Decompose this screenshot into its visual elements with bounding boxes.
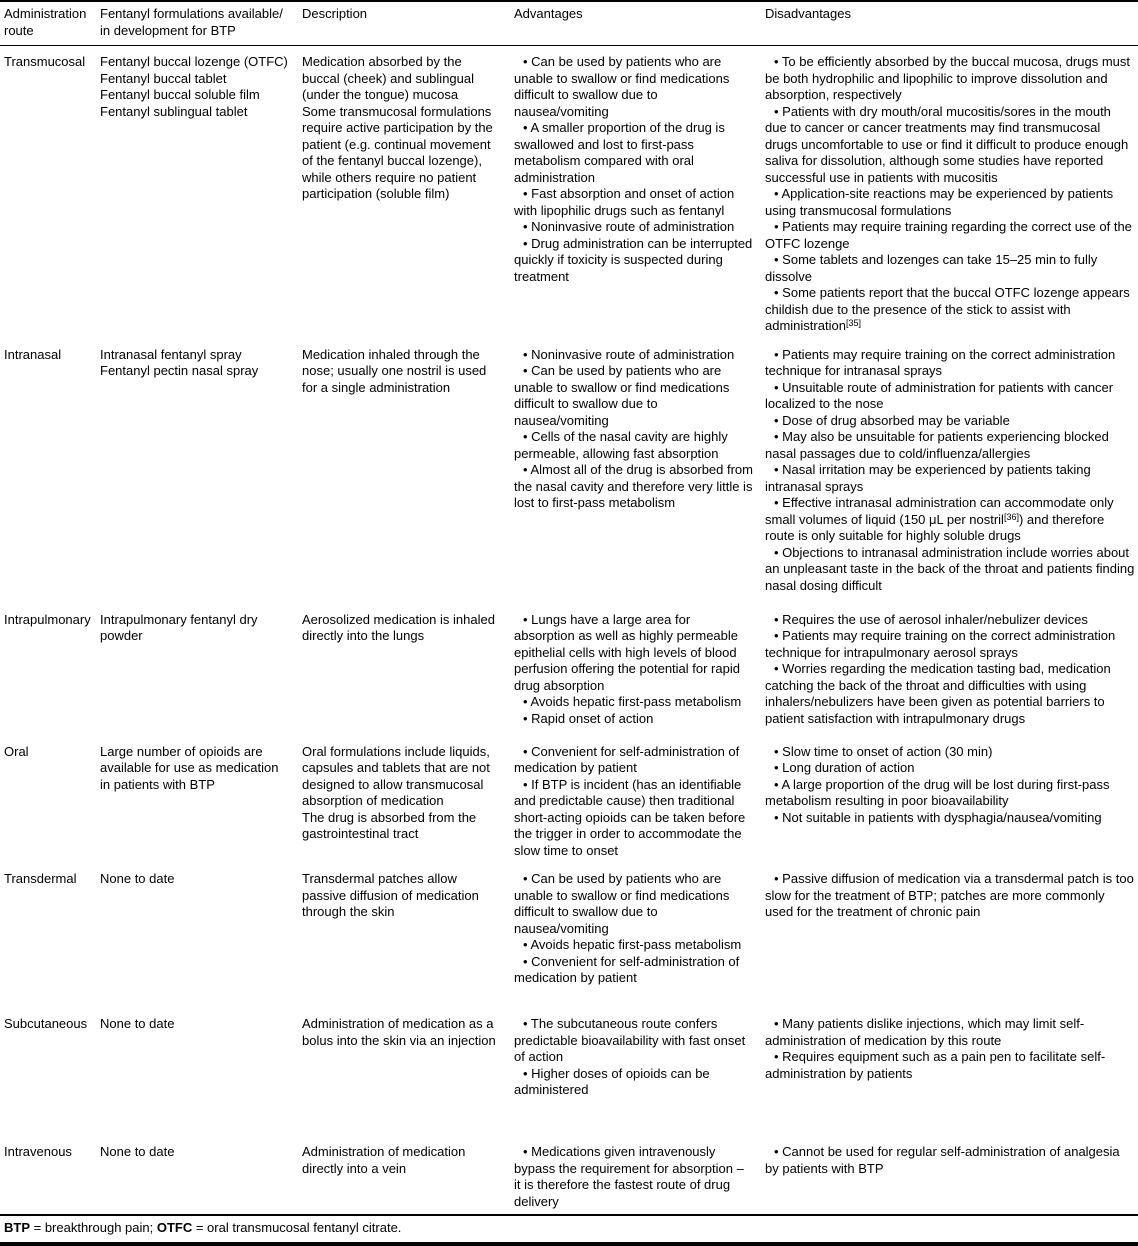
formulation-item: Fentanyl buccal lozenge (OTFC) <box>100 54 288 69</box>
bullet-item: • Avoids hepatic first-pass metabolism <box>523 937 742 952</box>
route-label: Oral <box>4 743 29 759</box>
advantages-cell <box>514 1136 765 1215</box>
formulation-item: Fentanyl pectin nasal spray <box>100 363 259 378</box>
bullet-item: • Patients with dry mouth/oral mucositis/sores in the mouth due to cancer or cancer treatments may find transmucosal drugs uncomfortable to use or find it difficult to produce enough saliva for dissolution, although some studies have reported successful use in patients with mucositis <box>765 103 1129 185</box>
disadvantages-cell <box>765 339 1138 604</box>
description-paragraph: Administration of medication as a bolus into the skin via an injection <box>302 1016 496 1048</box>
bullet-item: • Can be used by patients who are unable to swallow or find medications difficult to swallow due to nausea/vomiting <box>514 871 730 936</box>
description-paragraph: Administration of medication directly into a vein <box>302 1144 466 1176</box>
formulation-item: Intrapulmonary fentanyl dry powder <box>100 611 258 643</box>
bullet-item: • Patients may require training on the correct administration technique for intrapulmonary aerosol sprays <box>765 628 1116 660</box>
bullet-item: • Some patients report that the buccal OTFC lozenge appears childish due to the presence of the stick to assist with administration[35] <box>765 285 1130 333</box>
bullet-item: • Lungs have a large area for absorption as well as highly permeable epithelial cells with high levels of blood perfusion offering the potential for rapid drug absorption <box>514 611 740 693</box>
bullet-item: • Noninvasive route of administration <box>523 219 735 234</box>
citation-reference: [36] <box>1003 511 1019 522</box>
disadvantages-cell <box>765 46 1138 339</box>
bullet-item: • A large proportion of the drug will be lost during first-pass metabolism resulting in poor bioavailability <box>765 776 1110 808</box>
bullet-item: • Requires equipment such as a pain pen to facilitate self-administration by patients <box>765 1049 1106 1081</box>
advantages-cell <box>514 736 765 864</box>
formulations-cell <box>100 46 302 339</box>
bullet-item: • A smaller proportion of the drug is swallowed and lost to first-pass metabolism compared with oral administration <box>514 120 725 185</box>
route-label: Transdermal <box>4 871 77 886</box>
table-row <box>0 1008 1138 1136</box>
description-cell <box>302 1008 514 1136</box>
bullet-item: • May also be unsuitable for patients experiencing blocked nasal passages due to cold/influenza/allergies <box>765 429 1109 461</box>
formulations-cell <box>100 1008 302 1136</box>
bullet-item: • To be efficiently absorbed by the buccal mucosa, drugs must be both hydrophilic and lipophilic to improve dissolution and absorption, respectively <box>765 54 1130 102</box>
description-cell <box>302 46 514 339</box>
bullet-item: • Passive diffusion of medication via a transdermal patch is too slow for the treatment of BTP; patches are more commonly used for the treatment of chronic pain <box>765 871 1134 919</box>
footnote-text-btp: = breakthrough pain; <box>30 1220 157 1235</box>
route-label: Intravenous <box>4 1144 72 1159</box>
bullet-item: • If BTP is incident (has an identifiable and predictable cause) then traditional short-acting opioids can be taken before the trigger in order to accommodate the slow time to onset <box>514 776 746 858</box>
bullet-item: • Effective intranasal administration can accommodate only small volumes of liquid (150 μL per nostril[36]) and therefore route is only suitable for highly soluble drugs <box>765 495 1114 543</box>
route-cell <box>0 1008 100 1136</box>
route-cell <box>0 863 100 1008</box>
disadvantages-cell <box>765 1008 1138 1136</box>
description-paragraph: Medication absorbed by the buccal (cheek) and sublingual (under the tongue) mucosa <box>302 54 474 102</box>
advantages-cell <box>514 604 765 736</box>
table-body <box>0 46 1138 1216</box>
formulations-cell <box>100 1136 302 1215</box>
bullet-item: • Nasal irritation may be experienced by patients taking intranasal sprays <box>765 462 1091 494</box>
formulations-cell <box>100 863 302 1008</box>
route-label: Subcutaneous <box>4 1016 88 1031</box>
table-row <box>0 339 1138 604</box>
route-label: Intrapulmonary <box>4 611 91 627</box>
bullet-item: • Rapid onset of action <box>523 710 654 726</box>
bullet-item: • Can be used by patients who are unable to swallow or find medications difficult to swallow due to nausea/vomiting <box>514 54 730 119</box>
advantages-cell <box>514 46 765 339</box>
route-cell <box>0 339 100 604</box>
bullet-item: • Dose of drug absorbed may be variable <box>774 412 1010 428</box>
description-paragraph: Aerosolized medication is inhaled directly into the lungs <box>302 611 495 643</box>
route-cell <box>0 46 100 339</box>
route-label: Intranasal <box>4 346 62 362</box>
route-cell <box>0 736 100 864</box>
bullet-item: • The subcutaneous route confers predictable bioavailability with fast onset of action <box>514 1016 746 1064</box>
bullet-item: • Higher doses of opioids can be administered <box>514 1065 710 1097</box>
formulations-cell <box>100 339 302 604</box>
route-cell <box>0 604 100 736</box>
advantages-cell <box>514 1008 765 1136</box>
formulations-cell <box>100 604 302 736</box>
table-row <box>0 1136 1138 1215</box>
formulations-cell <box>100 736 302 864</box>
bullet-item: • Patients may require training regarding the correct use of the OTFC lozenge <box>765 219 1132 251</box>
column-header-advantages: Advantages <box>514 1 765 46</box>
bullet-item: • Application-site reactions may be experienced by patients using transmucosal formulations <box>765 186 1114 218</box>
bullet-item: • Medications given intravenously bypass the requirement for absorption – it is therefore the fastest route of drug delivery <box>514 1144 744 1209</box>
formulation-item: Intranasal fentanyl spray <box>100 346 242 362</box>
bullet-item: • Avoids hepatic first-pass metabolism <box>523 694 742 709</box>
description-cell <box>302 339 514 604</box>
bullet-item: • Cells of the nasal cavity are highly permeable, allowing fast absorption <box>514 429 728 461</box>
description-cell <box>302 1136 514 1215</box>
citation-reference: [35] <box>845 318 861 328</box>
route-cell <box>0 1136 100 1215</box>
bullet-item: • Requires the use of aerosol inhaler/nebulizer devices <box>774 611 1088 627</box>
bullet-item: • Convenient for self-administration of medication by patient <box>514 743 740 775</box>
bullet-item: • Slow time to onset of action (30 min) <box>774 743 993 759</box>
table-footnote <box>0 1215 1138 1244</box>
formulation-item: None to date <box>100 871 175 886</box>
bullet-item: • Almost all of the drug is absorbed from the nasal cavity and therefore very little is lost to first-pass metabolism <box>514 462 753 510</box>
table-header <box>0 1 1138 46</box>
bullet-item: • Not suitable in patients with dysphagia/nausea/vomiting <box>774 809 1102 825</box>
description-paragraph: Transdermal patches allow passive diffusion of medication through the skin <box>302 871 479 919</box>
formulation-item: Fentanyl buccal soluble film <box>100 87 260 102</box>
bullet-item: • Can be used by patients who are unable to swallow or find medications difficult to swallow due to nausea/vomiting <box>514 363 730 428</box>
column-header-disadvantages: Disadvantages <box>765 1 1138 46</box>
formulation-item: None to date <box>100 1144 175 1159</box>
bullet-item: • Worries regarding the medication tasting bad, medication catching the back of the throat and difficulties with using inhalers/nebulizers have been given as potential barriers to patient satisfaction with intrapulmonary drugs <box>765 661 1111 726</box>
bullet-item: • Long duration of action <box>774 760 915 775</box>
description-paragraph: Medication inhaled through the nose; usually one nostril is used for a single administration <box>302 346 487 395</box>
disadvantages-cell <box>765 736 1138 864</box>
disadvantages-cell <box>765 863 1138 1008</box>
header-row <box>0 1 1138 46</box>
table-row <box>0 46 1138 339</box>
description-paragraph: The drug is absorbed from the gastrointestinal tract <box>302 809 477 841</box>
column-header-description: Description <box>302 1 514 46</box>
bullet-item: • Objections to intranasal administration include worries about an unpleasant taste in the back of the throat and patients finding nasal dosing difficult <box>765 544 1135 593</box>
description-cell <box>302 863 514 1008</box>
formulation-item: Large number of opioids are available for use as medication in patients with BTP <box>100 743 279 792</box>
advantages-cell <box>514 863 765 1008</box>
table-footer <box>0 1215 1138 1244</box>
disadvantages-cell <box>765 604 1138 736</box>
description-paragraph: Some transmucosal formulations require active participation by the patient (e.g. continual movement of the fentanyl buccal lozenge), while others require no patient participation (soluble film) <box>302 103 493 201</box>
route-label: Transmucosal <box>4 54 86 69</box>
description-paragraph: Oral formulations include liquids, capsules and tablets that are not designed to allow transmucosal absorption of medication <box>302 743 490 808</box>
footnote-row <box>0 1215 1138 1244</box>
bullet-item: • Patients may require training on the correct administration technique for intranasal sprays <box>765 346 1116 378</box>
bullet-item: • Many patients dislike injections, which may limit self-administration of medication by this route <box>765 1016 1085 1048</box>
bullet-item: • Drug administration can be interrupted quickly if toxicity is suspected during treatment <box>514 235 753 284</box>
description-cell <box>302 736 514 864</box>
table-row <box>0 736 1138 864</box>
bullet-item: • Noninvasive route of administration <box>523 346 735 362</box>
bullet-item: • Some tablets and lozenges can take 15–25 min to fully dissolve <box>765 252 1098 284</box>
advantages-cell <box>514 339 765 604</box>
footnote-text-otfc: = oral transmucosal fentanyl citrate. <box>192 1220 402 1235</box>
column-header-formulations: Fentanyl formulations available/ in development for BTP <box>100 1 302 46</box>
footnote-abbr-otfc: OTFC <box>156 1220 193 1235</box>
table-row <box>0 604 1138 736</box>
formulation-item: Fentanyl sublingual tablet <box>100 103 248 119</box>
bullet-item: • Fast absorption and onset of action with lipophilic drugs such as fentanyl <box>514 186 735 218</box>
formulation-item: Fentanyl buccal tablet <box>100 70 227 86</box>
formulation-item: None to date <box>100 1016 175 1031</box>
bullet-item: • Cannot be used for regular self-administration of analgesia by patients with BTP <box>765 1144 1120 1176</box>
disadvantages-cell <box>765 1136 1138 1215</box>
description-cell <box>302 604 514 736</box>
bullet-item: • Unsuitable route of administration for patients with cancer localized to the nose <box>765 379 1114 411</box>
bullet-item: • Convenient for self-administration of medication by patient <box>514 953 740 985</box>
column-header-administration-route: Administration route <box>0 1 100 46</box>
footnote-abbr-btp: BTP <box>4 1220 30 1235</box>
table-row <box>0 863 1138 1008</box>
